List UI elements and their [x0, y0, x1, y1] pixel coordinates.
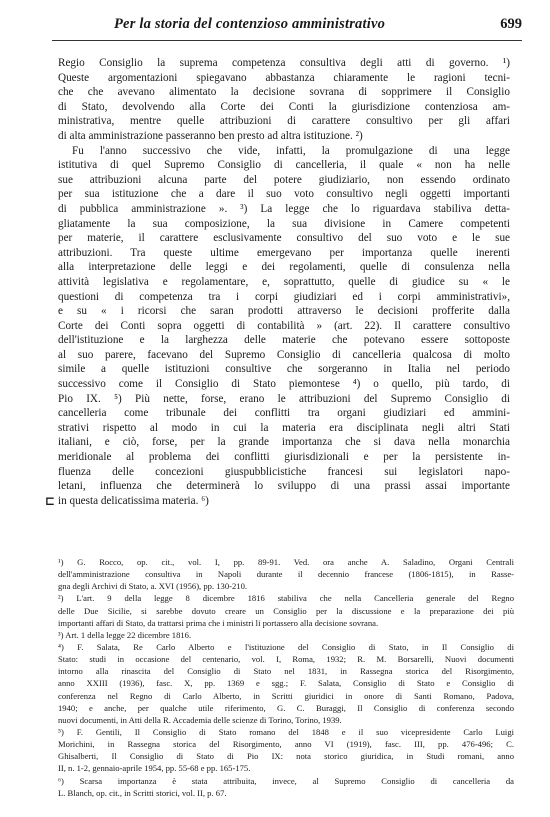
body-line: Queste argomentazioni spiegavano abbastanza chiaramente le ragioni tecni-	[58, 71, 510, 84]
margin-mark: ⊏	[45, 494, 56, 508]
footnote-line: 1940; e anche, per qualche utile riferimento, G. C. Buraggi, Il Consiglio di conferenza secondo	[58, 702, 514, 713]
body-line: per materie, il carattere esclusivamente consultivo del suo voto e le sue	[58, 232, 510, 245]
footnote-line: importanti affari di Stato, da trattarsi prima che i ministri li portassero alla decisione sovrana.	[58, 617, 379, 628]
body-line: gliatamente la sua composizione, la sua divisione in Camere competenti	[58, 217, 510, 230]
body-line: attribuzioni. Tra queste ultime emergevano per importanza quelle inerenti	[58, 246, 510, 259]
body-line: meridionale al problema dei conflitti giurisdizionali e per la persistente in-	[58, 451, 510, 464]
body-line: attività legislativa e regolamentare, e, soprattutto, quelle di giudice su « le	[58, 275, 510, 288]
body-line: di alta amministrazione passeranno ben presto ad altra istituzione. ²)	[58, 129, 363, 142]
body-line: di pubblica amministrazione ». ³) La legge che lo riguardava stabiliva detta-	[58, 202, 510, 215]
body-line: per sua istituzione che a dare il suo voto consultivo negli oggetti importanti	[58, 188, 510, 201]
body-line: che che avevano alimentato la decisione sovrana di sopprimere il Consiglio	[58, 86, 510, 99]
body-line: e su « i ricorsi che saran prodotti attraverso le decisioni profferite dalla	[58, 305, 510, 318]
footnote-line: intorno alla rinascita del Consiglio di Stato nel 1831, in Rassegna storica del Risorgimento,	[58, 666, 514, 677]
body-line: italiani, e ciò, forse, per la grande importanza che si dava nella monarchia	[58, 436, 510, 449]
body-line: Regio Consiglio la suprema competenza consultiva degli atti di governo. ¹)	[58, 57, 510, 69]
footnote-line: ⁵) F. Gentili, Il Consiglio di Stato romano del 1848 e il suo vicepresidente Carlo Luigi	[58, 726, 514, 737]
footnote-line: gna degli Archivi di Stato, a. XVI (1956), pp. 130-210.	[58, 581, 248, 592]
body-line: letani, influenza che determinerà lo sviluppo di una prassi assai importante	[58, 480, 510, 493]
footnote-line: ²) L'art. 9 della legge 8 dicembre 1816 stabiliva che nella Cancelleria generale del Regno	[58, 593, 514, 604]
body-line: Fu l'anno successivo che vide, infatti, la promulgazione di una legge	[72, 144, 510, 157]
body-line: Pio IX. ⁵) Più nette, forse, erano le attribuzioni del Supremo Consiglio di	[58, 392, 510, 405]
running-head	[52, 14, 522, 38]
footnote-line: conferenza nel Regno di Carlo Alberto, in Scritti giuridici in onore di Santi Romano, Padova,	[58, 690, 514, 701]
footnote-line: delle Due Sicilie, si sarebbe dovuto creare un Consiglio per la discussione e la preparazione dei più	[58, 605, 514, 616]
body-line: strativi rispetto al modo in cui la materia era disciplinata negli altri Stati	[58, 421, 510, 434]
footnote-line: ⁶) Scarsa importanza è stata attribuita, invece, al Supremo Consiglio di cancelleria da	[58, 775, 514, 786]
page-number: 699	[500, 16, 522, 32]
footnote-line: Ghisalberti, Il Consiglio di Stato di Pio IX: nota storico giuridica, in Studi romani, anno	[58, 751, 514, 762]
body-line: al suo parere, facevano del Supremo Consiglio di cancelleria qualcosa di molto	[58, 348, 510, 361]
body-line: alla interpretazione delle leggi e dei regolamenti, quelle di consulenza nella	[58, 261, 510, 274]
body-line: dell'istituzione e la larghezza delle materie che potevano essere sottoposte	[58, 334, 510, 347]
header-rule	[52, 40, 522, 41]
body-line: ministrativa, mentre quelle attribuzioni di carattere consultivo per gli affari	[58, 115, 510, 128]
body-line: Corte dei Conti sopra oggetti di contabilità » (art. 22). Il carattere consultivo	[58, 319, 510, 332]
footnote-line: II, n. 1-2, gennaio-aprile 1954, pp. 55-68 e pp. 165-175.	[58, 763, 251, 774]
footnote-line: anno XXIII (1936), fasc. X, pp. 1369 e sgg.; F. Salata, Consiglio di Stato e Consiglio di	[58, 678, 514, 689]
footnote-line: Morichini, in Rassegna storica del Risorgimento, anno VI (1919), fasc. III, pp. 476-496; C.	[58, 739, 514, 750]
body-text	[58, 56, 510, 508]
footnote-line: dell'amministrazione consultiva in Napoli durante il decennio francese (1806-1815), in Rasse-	[58, 569, 514, 580]
body-line: questioni di competenza tra i corpi giudiziari ed i corpi amministrativi»,	[58, 290, 510, 303]
footnote-line: ³) Art. 1 della legge 22 dicembre 1816.	[58, 629, 192, 640]
footnote-line: Stato: studi in occasione del centenario, vol. I, Roma, 1932; R. M. Borsarelli, Nuovi documenti	[58, 654, 514, 665]
footnote-line: nuovi documenti, in Atti della R. Accademia delle scienze di Torino, Torino, 1939.	[58, 714, 342, 725]
body-line: cancelleria come tribunale dei conflitti tra organi giudiziari ed ammini-	[58, 407, 510, 420]
footnote-line: L. Blanch, op. cit., in Scritti storici, vol. II, p. 67.	[58, 787, 227, 798]
running-title: Per la storia del contenzioso amministrativo	[114, 16, 386, 32]
body-line: fluenza delle concezioni giuspubblicistiche francesi sui legislatori napo-	[58, 465, 510, 478]
body-line: successivo come il Consiglio di Stato piemontese ⁴) o quello, più tardo, di	[58, 378, 510, 391]
footnotes	[58, 556, 514, 799]
body-line: in questa delicatissima materia. ⁶)	[58, 494, 209, 507]
body-line: simile a quelle istituzioni consultive che sorgeranno in Italia nel periodo	[58, 363, 510, 376]
body-line: sue attribuzioni alcuna parte del potere giudiziario, non essendo ordinato	[58, 173, 510, 186]
body-line: di Stato, devolvendo alla Corte dei Conti la giurisdizione contenziosa am-	[58, 100, 510, 113]
footnote-line: ¹) G. Rocco, op. cit., vol. I, pp. 89-91. Ved. ora anche A. Saladino, Organi Centrali	[58, 557, 514, 567]
body-line: istitutiva di quel Supremo Consiglio di cancelleria, il quale « non ha nelle	[58, 159, 510, 172]
footnote-line: ⁴) F. Salata, Re Carlo Alberto e l'istituzione del Consiglio di Stato, in Il Consiglio di	[58, 641, 514, 652]
